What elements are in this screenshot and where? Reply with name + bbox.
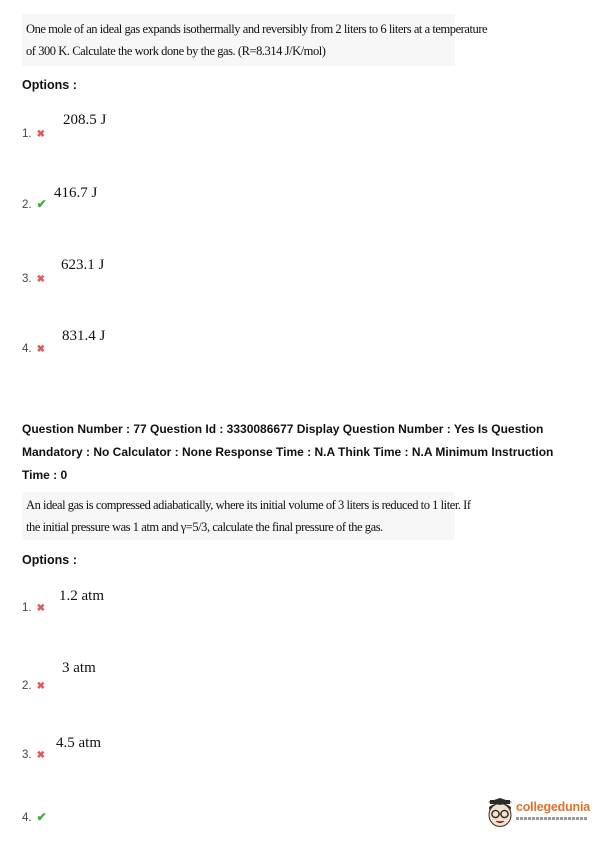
- question-meta-line-1: Question Number : 77 Question Id : 3330086677 Display Question Number : Yes Is Question: [22, 422, 544, 436]
- mascot-icon: [486, 798, 514, 828]
- option-index: 1.: [22, 602, 32, 614]
- question-1-line-2: of 300 K. Calculate the work done by the gas. (R=8.314 J/K/mol): [26, 44, 326, 58]
- question-1-text: [22, 14, 488, 66]
- option-value: 623.1 J: [61, 257, 105, 273]
- option-value: 208.5 J: [63, 112, 107, 128]
- collegedunia-logo: [486, 796, 590, 832]
- cross-icon: ✖: [36, 129, 45, 140]
- question-meta-line-3: Time : 0: [22, 468, 68, 482]
- option-number: [22, 680, 45, 692]
- option-number: [22, 602, 45, 614]
- option-number: [22, 128, 45, 140]
- question-2-line-2: the initial pressure was 1 atm and γ=5/3, calculate the final pressure of the gas.: [26, 520, 383, 534]
- question-1-line-1: One mole of an ideal gas expands isothermally and reversibly from 2 liters to 6 liters at a temperature: [26, 22, 488, 36]
- option-number: [22, 810, 47, 824]
- option-number: [22, 749, 45, 761]
- question-meta-line-2: Mandatory : No Calculator : None Response Time : N.A Think Time : N.A Minimum Instruction: [22, 445, 554, 459]
- question-2-text: [22, 492, 471, 540]
- cross-icon: ✖: [36, 344, 45, 355]
- option-value: 831.4 J: [62, 328, 106, 344]
- option-value: 4.5 atm: [56, 735, 101, 751]
- question-2-line-1: An ideal gas is compressed adiabatically, where its initial volume of 3 liters is reduced to 1 liter. If: [26, 498, 471, 512]
- cross-icon: ✖: [36, 603, 45, 614]
- cross-icon: ✖: [36, 750, 45, 761]
- brand-name: collegedunia: [516, 800, 591, 814]
- option-index: 3.: [22, 273, 32, 285]
- option-value: 3 atm: [62, 660, 96, 676]
- option-value: 1.2 atm: [59, 588, 104, 604]
- option-index: 4.: [22, 812, 32, 824]
- option-number: [22, 343, 45, 355]
- options-label: Options :: [22, 78, 77, 92]
- option-index: 1.: [22, 128, 32, 140]
- option-value: 416.7 J: [54, 185, 98, 201]
- cross-icon: ✖: [36, 274, 45, 285]
- option-index: 2.: [22, 680, 32, 692]
- option-number: [22, 273, 45, 285]
- check-icon: ✔: [36, 197, 47, 211]
- option-index: 4.: [22, 343, 32, 355]
- check-icon: ✔: [36, 810, 47, 824]
- option-index: 2.: [22, 199, 32, 211]
- cross-icon: ✖: [36, 681, 45, 692]
- option-number: [22, 197, 47, 211]
- option-index: 3.: [22, 749, 32, 761]
- options-label: Options :: [22, 553, 77, 567]
- question-meta: [22, 418, 582, 487]
- brand-tagline-decoration: [516, 817, 588, 820]
